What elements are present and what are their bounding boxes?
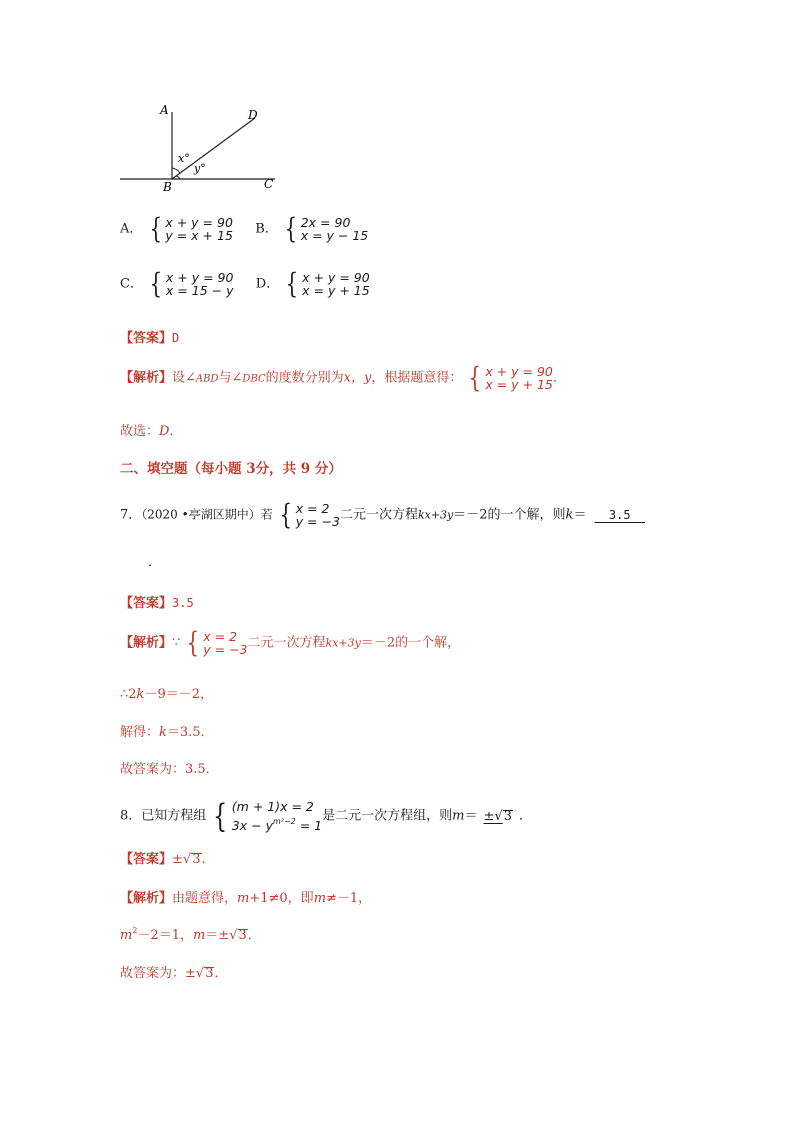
question-7: 7．（2020 •亭湖区期中）若 { x = 2 y = −3 二元一次方程kx+3y＝－2的一个解，则k＝ 3.5 bbox=[120, 502, 653, 528]
q8-analysis: 【解析】由题意得，m+1≠0，即m≠－1， bbox=[120, 891, 372, 906]
label-y-angle: y° bbox=[194, 162, 206, 175]
q6-choose: 故选：D． bbox=[120, 424, 183, 439]
q7-step2: 解得：k＝3.5． bbox=[120, 725, 214, 740]
label-b: B bbox=[163, 180, 172, 194]
option-a-system: { x + y = 90 y = x + 15 bbox=[149, 212, 233, 245]
option-a-label: A． bbox=[120, 221, 143, 237]
label-x-angle: x° bbox=[178, 152, 190, 165]
option-b-system: { 2x = 90 x = y − 15 bbox=[284, 212, 369, 245]
q8-final: 故答案为：±√3． bbox=[120, 966, 228, 981]
option-c-label: C． bbox=[120, 276, 143, 292]
angle-figure bbox=[110, 100, 290, 195]
q6-analysis: 【解析】设∠ABD与∠DBC的度数分别为x，y，根据题意得： { x + y = 90 x = y + 15 ． bbox=[120, 361, 566, 394]
q6-answer: 【答案】D bbox=[120, 331, 180, 346]
option-d-label: D． bbox=[255, 276, 280, 292]
option-c-system: { x + y = 90 x = 15 − y bbox=[149, 267, 234, 300]
q7-blank: 3.5 bbox=[594, 507, 646, 522]
label-d: D bbox=[248, 108, 258, 122]
q8-system: { (m + 1)x = 2 $3x - y^{m^2-2} = 1$ bbox=[213, 797, 323, 835]
q8-blank: ±√3 bbox=[483, 808, 512, 824]
q7-answer: 【答案】3.5 bbox=[120, 596, 194, 611]
q7-analysis-system: { x = 2 y = −3 bbox=[187, 626, 248, 659]
q8-step: $m^2-2=1$，m＝±√3． bbox=[120, 926, 261, 943]
option-d-system: { x + y = 90 x = y + 15 bbox=[286, 267, 370, 300]
q7-dot: ． bbox=[148, 555, 162, 570]
q6-analysis-system: { x + y = 90 x = y + 15 bbox=[469, 361, 553, 394]
section-title: 二、填空题（每小题 3分，共 9 分） bbox=[120, 461, 342, 477]
q7-system: { x = 2 y = −3 bbox=[279, 498, 340, 531]
question-8: 8．已知方程组 { (m + 1)x = 2 $3x - y^{m^2-2} = 1$ 是二元一次方程组，则m＝ ±√3 ． bbox=[120, 797, 532, 835]
option-row-cd bbox=[120, 267, 370, 300]
q7-step1: ∴2k－9＝－2， bbox=[120, 687, 213, 702]
label-c: C bbox=[264, 177, 274, 191]
option-b-label: B． bbox=[255, 221, 278, 237]
q7-final: 故答案为：3.5． bbox=[120, 762, 219, 777]
q7-analysis: 【解析】∵ { x = 2 y = −3 二元一次方程kx+3y＝－2的一个解， bbox=[120, 626, 461, 659]
option-row-ab bbox=[120, 212, 369, 245]
label-a: A bbox=[160, 103, 169, 117]
q8-answer: 【答案】±√3． bbox=[120, 852, 215, 867]
